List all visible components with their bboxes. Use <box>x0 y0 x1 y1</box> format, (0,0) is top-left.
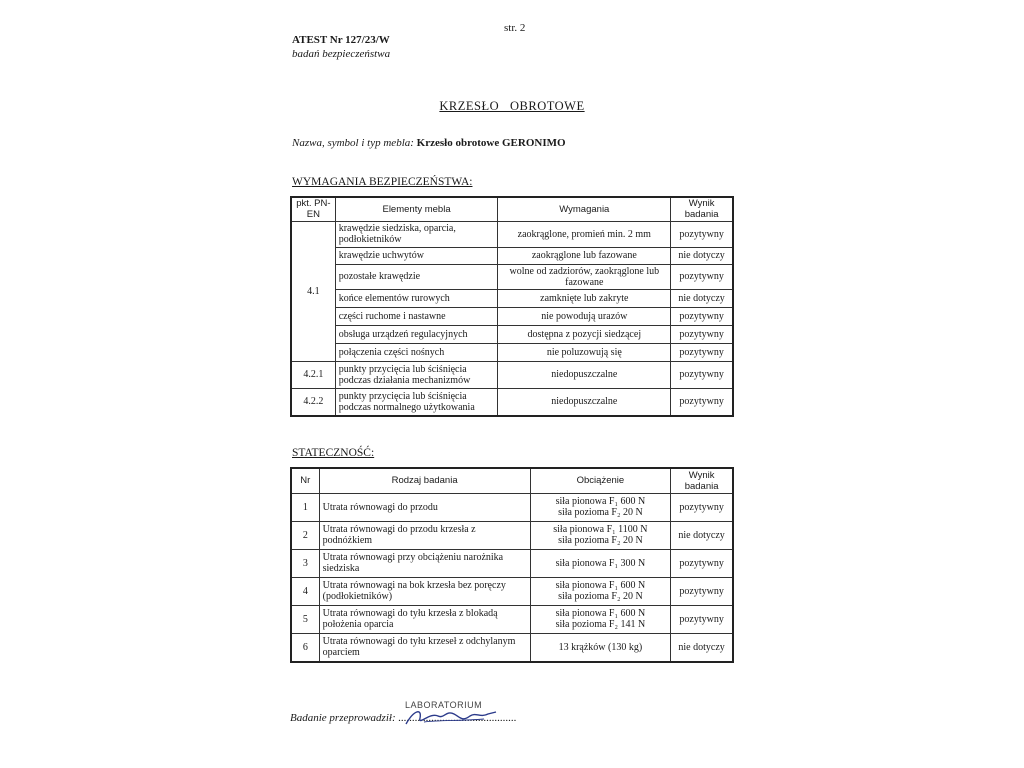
table-row <box>291 633 733 662</box>
nr-cell: 3 <box>291 549 319 577</box>
nr-cell: 5 <box>291 605 319 633</box>
certificate-subtitle: badań bezpieczeństwa <box>292 48 391 60</box>
result-cell: pozytywny <box>671 307 733 325</box>
load-line: siła pozioma F₂ 20 N <box>558 591 643 602</box>
col-header-nr: Nr <box>291 468 319 493</box>
table-row <box>291 605 733 633</box>
result-cell: nie dotyczy <box>671 289 733 307</box>
nr-cell: 1 <box>291 493 319 521</box>
col-header-requirements: Wymagania <box>498 197 671 221</box>
col-header-result: Wynik badania <box>671 197 733 221</box>
table-row <box>291 549 733 577</box>
result-cell: pozytywny <box>671 343 733 361</box>
table-row <box>291 247 733 264</box>
nr-cell: 2 <box>291 521 319 549</box>
requirement-cell: wolne od zadziorów, zaokrąglone lub fazowane <box>498 264 671 289</box>
table-row <box>291 361 733 388</box>
stability-heading: STATECZNOŚĆ: <box>292 447 375 459</box>
table-row <box>291 264 733 289</box>
result-cell: pozytywny <box>671 493 733 521</box>
load-cell <box>530 549 671 577</box>
table-row <box>291 388 733 416</box>
load-cell <box>530 633 671 662</box>
result-cell: pozytywny <box>671 361 733 388</box>
table-row <box>291 521 733 549</box>
product-label: Nazwa, symbol i typ mebla: <box>292 137 414 149</box>
col-header-result: Wynik badania <box>671 468 733 493</box>
load-line: 13 krążków (130 kg) <box>558 641 643 653</box>
load-line: siła pozioma F₂ 141 N <box>555 619 646 630</box>
requirement-cell: zaokrąglone, promień min. 2 mm <box>498 221 671 247</box>
load-line: siła pionowa F₁ 300 N <box>555 557 646 569</box>
load-cell <box>530 605 671 633</box>
page-number: str. 2 <box>504 22 526 34</box>
requirement-cell: zamknięte lub zakryte <box>498 289 671 307</box>
safety-table-header <box>291 197 733 221</box>
result-cell: pozytywny <box>671 605 733 633</box>
table-row <box>291 577 733 605</box>
load-line: siła pionowa F₁ 600 N <box>555 608 646 619</box>
requirement-cell: zaokrąglone lub fazowane <box>498 247 671 264</box>
stability-table <box>290 467 734 663</box>
requirement-cell: dostępna z pozycji siedzącej <box>498 325 671 343</box>
load-cell <box>530 577 671 605</box>
table-row <box>291 221 733 247</box>
element-cell: punkty przycięcia lub ściśnięcia podczas normalnego użytkowania <box>335 388 498 416</box>
point-cell: 4.2.2 <box>291 388 335 416</box>
safety-heading: WYMAGANIA BEZPIECZEŃSTWA: <box>292 176 473 188</box>
element-cell: obsługa urządzeń regulacyjnych <box>335 325 498 343</box>
result-cell: nie dotyczy <box>671 247 733 264</box>
table-row <box>291 325 733 343</box>
safety-table <box>290 196 734 417</box>
handwritten-signature-icon <box>400 704 510 730</box>
result-cell: nie dotyczy <box>671 521 733 549</box>
test-cell: Utrata równowagi do przodu krzesła z podnóżkiem <box>319 521 530 549</box>
col-header-elements: Elementy mebla <box>335 197 498 221</box>
element-cell: połączenia części nośnych <box>335 343 498 361</box>
table-row <box>291 289 733 307</box>
laboratory-stamp: LABORATORIUM <box>405 700 483 710</box>
product-name-line <box>292 137 566 149</box>
load-line: siła pozioma F₂ 20 N <box>558 507 643 518</box>
load-cell <box>530 493 671 521</box>
load-line: siła pozioma F₂ 20 N <box>558 535 643 546</box>
result-cell: pozytywny <box>671 325 733 343</box>
requirement-cell: nie powodują urazów <box>498 307 671 325</box>
test-cell: Utrata równowagi na bok krzesła bez poręczy (podłokietników) <box>319 577 530 605</box>
result-cell: pozytywny <box>671 388 733 416</box>
load-line: siła pionowa F₁ 1100 N <box>553 524 648 535</box>
element-cell: punkty przycięcia lub ściśnięcia podczas działania mechanizmów <box>335 361 498 388</box>
result-cell: pozytywny <box>671 264 733 289</box>
result-cell: pozytywny <box>671 221 733 247</box>
test-cell: Utrata równowagi przy obciążeniu narożnika siedziska <box>319 549 530 577</box>
result-cell: pozytywny <box>671 577 733 605</box>
load-line: siła pionowa F₁ 600 N <box>555 496 646 507</box>
element-cell: końce elementów rurowych <box>335 289 498 307</box>
requirement-cell: niedopuszczalne <box>498 388 671 416</box>
certificate-number: ATEST Nr 127/23/W <box>292 34 390 46</box>
load-line: siła pionowa F₁ 600 N <box>555 580 646 591</box>
table-row <box>291 343 733 361</box>
signature-dots: ........................................... <box>398 712 517 724</box>
signature-label: Badanie przeprowadził: <box>290 712 396 724</box>
test-cell: Utrata równowagi do tyłu krzeseł z odchylanym oparciem <box>319 633 530 662</box>
point-cell: 4.1 <box>291 221 335 361</box>
col-header-load: Obciążenie <box>530 468 671 493</box>
document-title: KRZESŁO OBROTOWE <box>439 99 585 113</box>
element-cell: pozostałe krawędzie <box>335 264 498 289</box>
result-cell: nie dotyczy <box>671 633 733 662</box>
element-cell: krawędzie siedziska, oparcia, podłokietników <box>335 221 498 247</box>
product-value: Krzesło obrotowe GERONIMO <box>416 137 566 149</box>
requirement-cell: niedopuszczalne <box>498 361 671 388</box>
col-header-test-type: Rodzaj badania <box>319 468 530 493</box>
result-cell: pozytywny <box>671 549 733 577</box>
stability-table-header <box>291 468 733 493</box>
test-cell: Utrata równowagi do przodu <box>319 493 530 521</box>
point-cell: 4.2.1 <box>291 361 335 388</box>
requirement-cell: nie poluzowują się <box>498 343 671 361</box>
test-cell: Utrata równowagi do tyłu krzesła z blokadą położenia oparcia <box>319 605 530 633</box>
table-row <box>291 307 733 325</box>
nr-cell: 6 <box>291 633 319 662</box>
col-header-point: pkt. PN-EN <box>291 197 335 221</box>
element-cell: krawędzie uchwytów <box>335 247 498 264</box>
load-cell <box>530 521 671 549</box>
table-row <box>291 493 733 521</box>
nr-cell: 4 <box>291 577 319 605</box>
element-cell: części ruchome i nastawne <box>335 307 498 325</box>
